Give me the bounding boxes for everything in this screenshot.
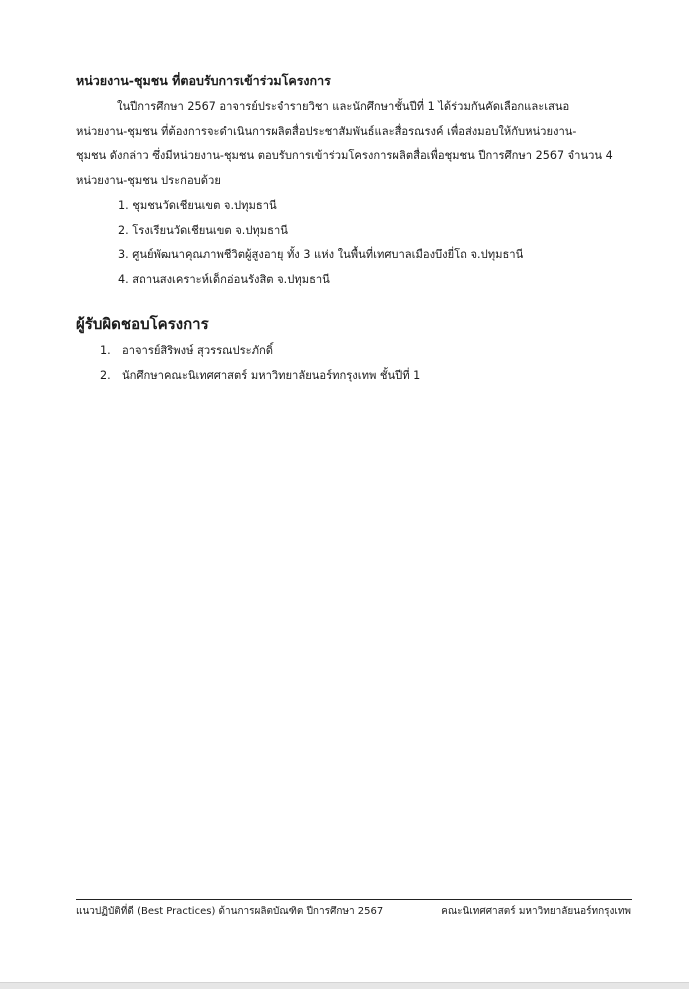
intro-paragraph <box>76 95 631 193</box>
list-text: นักศึกษาคณะนิเทศศาสตร์ มหาวิทยาลัยนอร์ทกรุงเทพ ชั้นปีที่ 1 <box>122 369 421 382</box>
responsible-heading: ผู้รับผิดชอบโครงการ <box>76 315 209 333</box>
paragraph-line: หน่วยงาน-ชุมชน ที่ต้องการจะดำเนินการผลิตสื่อประชาสัมพันธ์และสื่อรณรงค์ เพื่อส่งมอบให้กับหน่วยงาน- <box>76 124 577 138</box>
paragraph-line: ชุมชน ดังกล่าว ซึ่งมีหน่วยงาน-ชุมชน ตอบรับการเข้าร่วมโครงการผลิตสื่อเพื่อชุมชน ปีการศึกษา 2567 จำนวน 4 <box>76 149 613 162</box>
community-list <box>118 194 523 292</box>
list-text: อาจารย์สิริพงษ์ สุวรรณประภักดิ์ <box>122 344 274 357</box>
section-heading: หน่วยงาน-ชุมชน ที่ตอบรับการเข้าร่วมโครงการ <box>76 73 331 88</box>
footer-left-text: แนวปฏิบัติที่ดี (Best Practices) ด้านการผลิตบัณฑิต ปีการศึกษา 2567 <box>76 906 384 917</box>
footer-divider <box>76 899 632 900</box>
list-number: 1. <box>100 344 111 357</box>
list-item: 1. ชุมชนวัดเชียนเขต จ.ปทุมธานี <box>118 199 277 212</box>
list-number: 2. <box>100 369 111 382</box>
list-item: 3. ศูนย์พัฒนาคุณภาพชีวิตผู้สูงอายุ ทั้ง 3 แห่ง ในพื้นที่เทศบาลเมืองบึงยี่โถ จ.ปทุมธานี <box>118 248 524 261</box>
list-item: 4. สถานสงเคราะห์เด็กอ่อนรังสิต จ.ปทุมธานี <box>118 272 330 286</box>
list-item <box>100 363 420 388</box>
viewer-bottom-strip <box>0 982 689 989</box>
paragraph-line: ในปีการศึกษา 2567 อาจารย์ประจำรายวิชา และนักศึกษาชั้นปีที่ 1 ได้ร่วมกันคัดเลือกและเสนอ <box>117 100 570 113</box>
responsible-list <box>100 338 420 388</box>
list-item: 2. โรงเรียนวัดเชียนเขต จ.ปทุมธานี <box>118 223 288 237</box>
list-item <box>100 338 420 363</box>
paragraph-line: หน่วยงาน-ชุมชน ประกอบด้วย <box>76 173 221 187</box>
footer-right-text: คณะนิเทศศาสตร์ มหาวิทยาลัยนอร์ทกรุงเทพ <box>441 906 631 917</box>
